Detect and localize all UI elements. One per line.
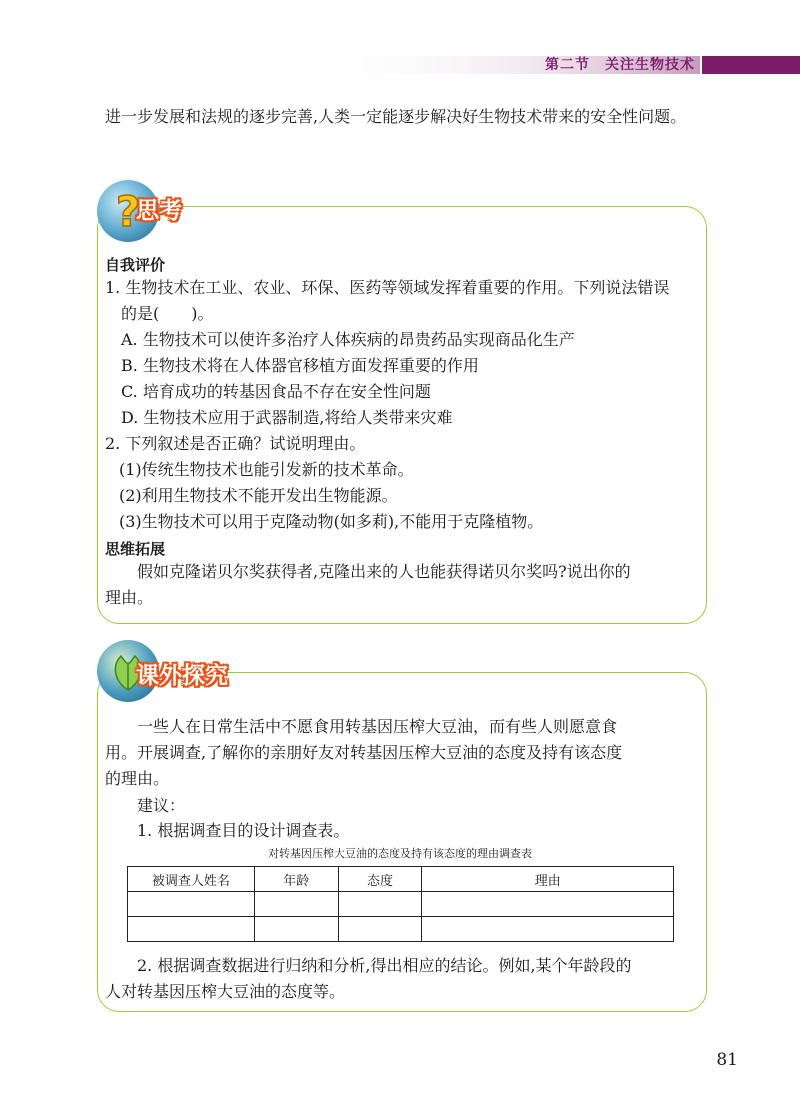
table-row — [128, 917, 674, 942]
option-a: A. 生物技术可以使许多治疗人体疾病的昂贵药品实现商品化生产 — [121, 330, 575, 349]
table-row — [128, 892, 674, 917]
table-cell — [422, 917, 674, 942]
question-2: 2. 下列叙述是否正确？试说明理由。 — [105, 434, 366, 453]
header-block — [702, 56, 800, 74]
think-title: 思考 — [136, 198, 182, 224]
suggestion-label: 建议： — [137, 796, 186, 815]
explore-paragraph-line-3: 的理由。 — [105, 769, 170, 788]
option-c: C. 培育成功的转基因食品不存在安全性问题 — [121, 382, 431, 401]
svg-text:?: ? — [115, 187, 141, 236]
table-header-name: 被调查人姓名 — [128, 867, 255, 892]
explore-title: 课外探究 — [136, 663, 228, 689]
extend-line-2: 理由。 — [105, 588, 154, 607]
step-2-line-1: 2. 根据调查数据进行归纳和分析,得出相应的结论。例如,某个年龄段的 — [137, 956, 632, 975]
table-cell — [254, 917, 338, 942]
table-cell — [422, 892, 674, 917]
table-header-reason: 理由 — [422, 867, 674, 892]
self-eval-heading: 自我评价 — [105, 256, 166, 274]
header-title: 第二节 关注生物技术 — [545, 57, 695, 73]
question-2-item-2: (2)利用生物技术不能开发出生物能源。 — [119, 486, 398, 505]
table-cell — [338, 917, 422, 942]
option-b: B. 生物技术将在人体器官移植方面发挥重要的作用 — [121, 356, 479, 375]
option-d: D. 生物技术应用于武器制造,将给人类带来灾难 — [121, 408, 453, 427]
question-1-line-1: 1. 生物技术在工业、农业、环保、医药等领域发挥着重要的作用。下列说法错误 — [105, 278, 670, 297]
table-caption: 对转基因压榨大豆油的态度及持有该态度的理由调查表 — [268, 847, 532, 860]
explore-paragraph-line-1: 一些人在日常生活中不愿食用转基因压榨大豆油，而有些人则愿意食 — [137, 717, 618, 736]
explore-paragraph-line-2: 用。开展调查,了解你的亲朋好友对转基因压榨大豆油的态度及持有该态度 — [105, 743, 623, 762]
question-2-item-3: (3)生物技术可以用于克隆动物(如多莉),不能用于克隆植物。 — [119, 512, 544, 531]
step-1: 1. 根据调查目的设计调查表。 — [137, 821, 350, 840]
question-1-line-2: 的是( )。 — [121, 304, 214, 323]
table-header-age: 年龄 — [254, 867, 338, 892]
page-number: 81 — [716, 1050, 738, 1070]
question-2-item-1: (1)传统生物技术也能引发新的技术革命。 — [119, 460, 414, 479]
extend-line-1: 假如克隆诺贝尔奖获得者,克隆出来的人也能获得诺贝尔奖吗?说出你的 — [137, 562, 631, 581]
table-cell — [254, 892, 338, 917]
table-cell — [338, 892, 422, 917]
table-cell — [128, 892, 255, 917]
step-2-line-2: 人对转基因压榨大豆油的态度等。 — [105, 982, 346, 1001]
survey-table — [127, 866, 674, 942]
table-cell — [128, 917, 255, 942]
extend-heading: 思维拓展 — [105, 540, 166, 558]
table-header-row — [128, 867, 674, 892]
intro-paragraph: 进一步发展和法规的逐步完善,人类一定能逐步解决好生物技术带来的安全性问题。 — [105, 107, 687, 126]
table-header-attitude: 态度 — [338, 867, 422, 892]
